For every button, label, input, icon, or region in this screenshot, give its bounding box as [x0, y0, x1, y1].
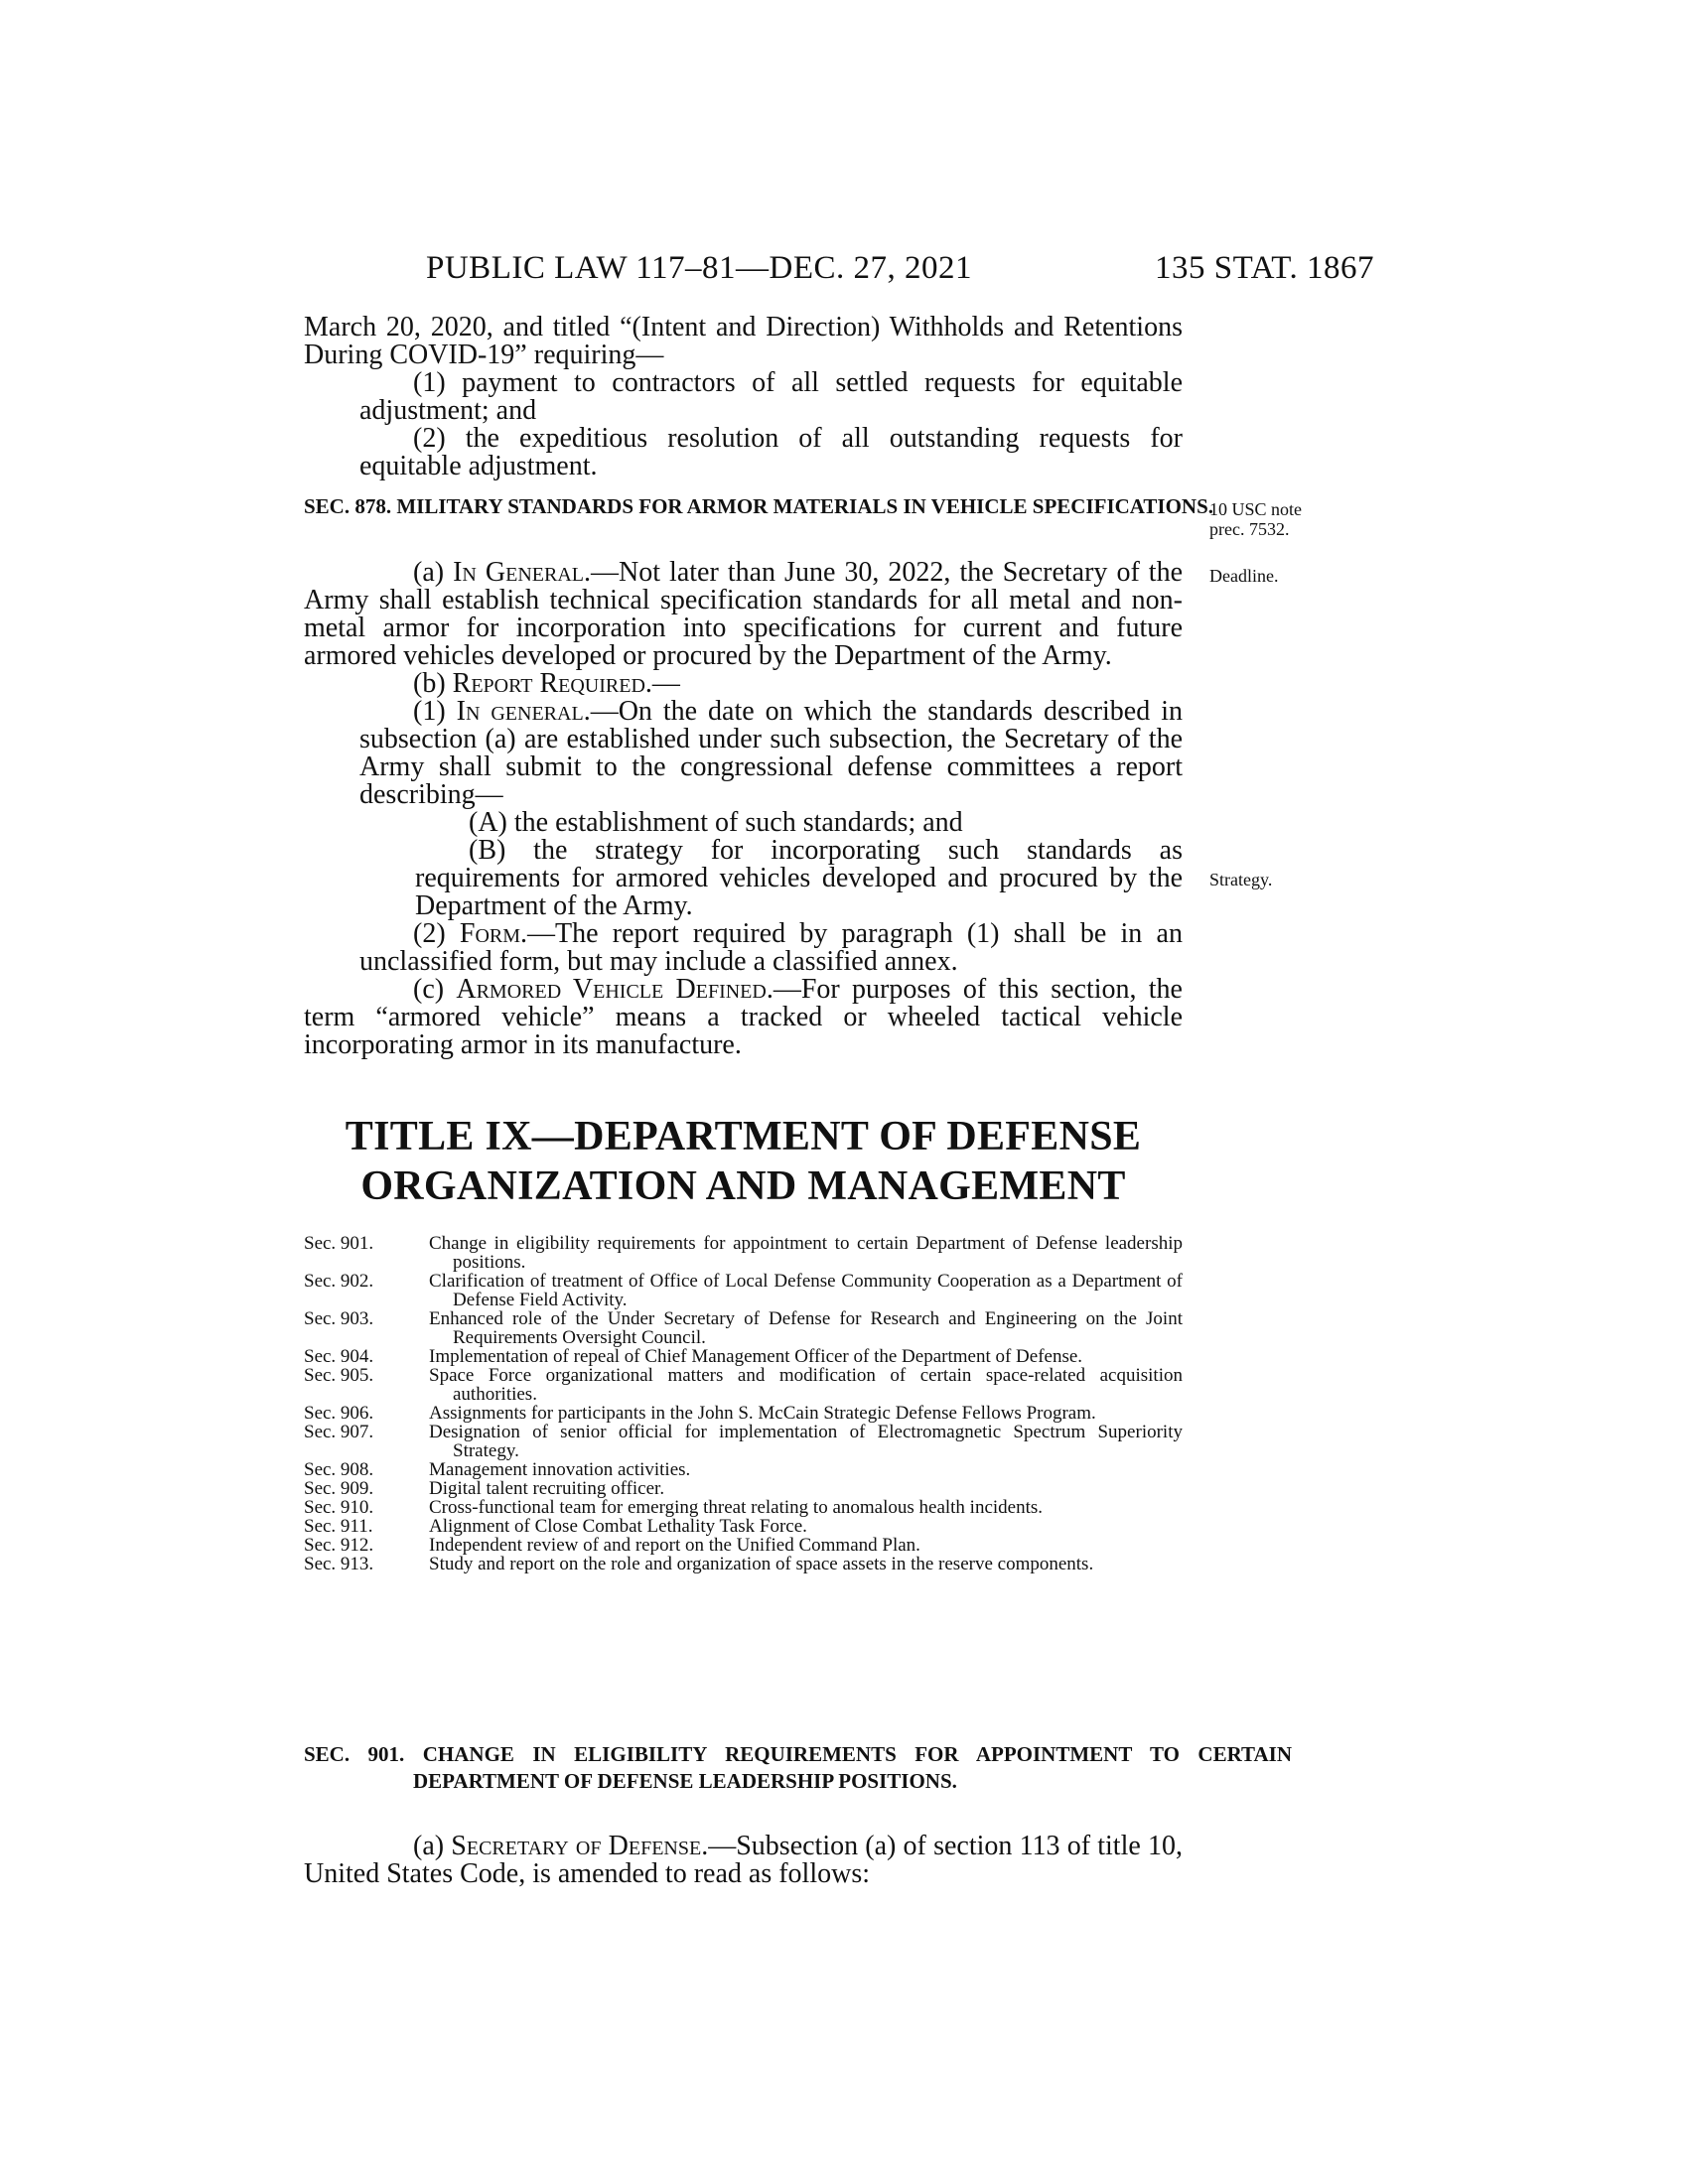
toc-entry-number: Sec. 913.: [304, 1554, 374, 1574]
margin-note-strategy: Strategy.: [1209, 870, 1273, 889]
toc-entry: [304, 1517, 1183, 1536]
toc-entry: [304, 1272, 1183, 1309]
subparagraph-b1a: (A) the establishment of such standards; and: [469, 807, 963, 838]
toc-entry: [304, 1555, 1183, 1573]
toc-entry-title: Clarification of treatment of Office of Local Defense Community Cooperation as a Department of Defense Field Activity.: [429, 1271, 1183, 1310]
toc-entry-number: Sec. 902.: [304, 1271, 374, 1292]
page-stat-number: 135 STAT. 1867: [1155, 250, 1375, 286]
toc-entry: [304, 1536, 1183, 1555]
toc-entry-title: Designation of senior official for implementation of Electromagnetic Spectrum Superiority Strategy.: [429, 1422, 1183, 1461]
subsection-c: (c) Armored Vehicle Defined.—For purposes of this section, the term “armored vehicle” means a tracked or wheeled tactical vehicle incorporating armor in its manufacture.: [304, 974, 1183, 1060]
carryover-item-2: (2) the expeditious resolution of all outstanding requests for equitable adjustment.: [359, 423, 1183, 481]
toc-entry-number: Sec. 912.: [304, 1535, 374, 1556]
toc-entry: [304, 1404, 1183, 1423]
paragraph-b1-caption: In general: [456, 696, 584, 727]
toc-entry-number: Sec. 903.: [304, 1308, 374, 1329]
toc-entry-title: Enhanced role of the Under Secretary of Defense for Research and Engineering on the Joint Requirements Oversight Council.: [429, 1308, 1183, 1348]
carryover-item-1: (1) payment to contractors of all settled requests for equitable adjustment; and: [359, 367, 1183, 426]
subsection-a: (a) In General.—Not later than June 30, 2022, the Secretary of the Army shall establish technical specification standards for all metal and non-metal armor for incorporation into specifications for current and future armored vehicles developed or procured by the Department of the Army.: [304, 557, 1184, 671]
toc-entry-number: Sec. 905.: [304, 1365, 374, 1386]
carryover-block: [304, 314, 1183, 480]
toc-entry: [304, 1423, 1183, 1460]
running-head: PUBLIC LAW 117–81—DEC. 27, 2021: [426, 250, 973, 286]
section-901-subsection-a-caption: Secretary of Defense: [451, 1831, 702, 1861]
toc-entry-title: Implementation of repeal of Chief Management Officer of the Department of Defense.: [429, 1346, 1083, 1367]
toc-entry-number: Sec. 901.: [304, 1233, 374, 1254]
toc-entry-number: Sec. 908.: [304, 1459, 374, 1480]
toc-entry: [304, 1309, 1183, 1347]
toc-entry: [304, 1234, 1183, 1272]
toc-entry-title: Cross-functional team for emerging threat relating to anomalous health incidents.: [429, 1497, 1044, 1518]
subsection-a-caption: In General: [453, 557, 585, 588]
toc-entry-number: Sec. 907.: [304, 1422, 374, 1442]
section-878-heading: SEC. 878. MILITARY STANDARDS FOR ARMOR MATERIALS IN VEHICLE SPECIFICATIONS.: [304, 494, 1214, 518]
margin-note-usc: 10 USC note prec. 7532.: [1209, 499, 1303, 539]
title-line-1: TITLE IX—DEPARTMENT OF DEFENSE: [345, 1114, 1142, 1160]
section-901-body: [304, 1833, 1183, 1888]
toc-entry-title: Study and report on the role and organization of space assets in the reserve components.: [429, 1554, 1094, 1574]
toc-entry: [304, 1347, 1183, 1366]
toc-entry-number: Sec. 911.: [304, 1516, 373, 1537]
toc-entry-title: Alignment of Close Combat Lethality Task Force.: [429, 1516, 807, 1537]
subsection-c-caption: Armored Vehicle Defined: [456, 974, 767, 1005]
toc-entry-number: Sec. 909.: [304, 1478, 374, 1499]
title-heading: [304, 1112, 1183, 1211]
toc-entry-number: Sec. 906.: [304, 1403, 374, 1424]
toc-entry-title: Assignments for participants in the John S. McCain Strategic Defense Fellows Program.: [429, 1403, 1096, 1424]
section-901-heading: SEC. 901. CHANGE IN ELIGIBILITY REQUIREMENTS FOR APPOINTMENT TO CERTAIN DEPARTMENT OF DEFENSE LEADERSHIP POSITIONS.: [304, 1742, 1292, 1793]
toc-entry-title: Independent review of and report on the Unified Command Plan.: [429, 1535, 920, 1556]
margin-note-deadline: Deadline.: [1209, 566, 1279, 586]
subsection-b: (b) Report Required.—: [413, 668, 680, 699]
toc-entry-title: Digital talent recruiting officer.: [429, 1478, 665, 1499]
toc-entry-title: Management innovation activities.: [429, 1459, 691, 1480]
toc-entry-number: Sec. 904.: [304, 1346, 374, 1367]
table-of-contents: [304, 1234, 1183, 1573]
section-878-body: [304, 559, 1183, 1059]
toc-entry: [304, 1460, 1183, 1479]
toc-entry-title: Change in eligibility requirements for appointment to certain Department of Defense leadership positions.: [429, 1233, 1183, 1273]
carryover-line: March 20, 2020, and titled “(Intent and Direction) Withholds and Retentions During COVID-19” requiring—: [304, 312, 1183, 370]
paragraph-b2: (2) Form.—The report required by paragraph (1) shall be in an unclassified form, but may include a classified annex.: [359, 918, 1183, 977]
subparagraph-b1b: (B) the strategy for incorporating such standards as requirements for armored vehicles developed and procured by the Department of the Army.: [415, 835, 1183, 921]
paragraph-b1: (1) In general.—On the date on which the standards described in subsection (a) are established under such subsection, the Secretary of the Army shall submit to the congressional defense committees a report describing—: [359, 696, 1183, 810]
toc-entry: [304, 1498, 1183, 1517]
subsection-b-caption: Report Required: [452, 668, 645, 699]
paragraph-b2-caption: Form: [459, 918, 521, 949]
section-901-subsection-a: (a) Secretary of Defense.—Subsection (a) of section 113 of title 10, United States Code, is amended to read as follows:: [304, 1831, 1183, 1889]
toc-entry-title: Space Force organizational matters and modification of certain space-related acquisition authorities.: [429, 1365, 1183, 1405]
toc-entry: [304, 1479, 1183, 1498]
toc-entry: [304, 1366, 1183, 1404]
title-line-2: ORGANIZATION AND MANAGEMENT: [360, 1163, 1126, 1209]
toc-entry-number: Sec. 910.: [304, 1497, 374, 1518]
